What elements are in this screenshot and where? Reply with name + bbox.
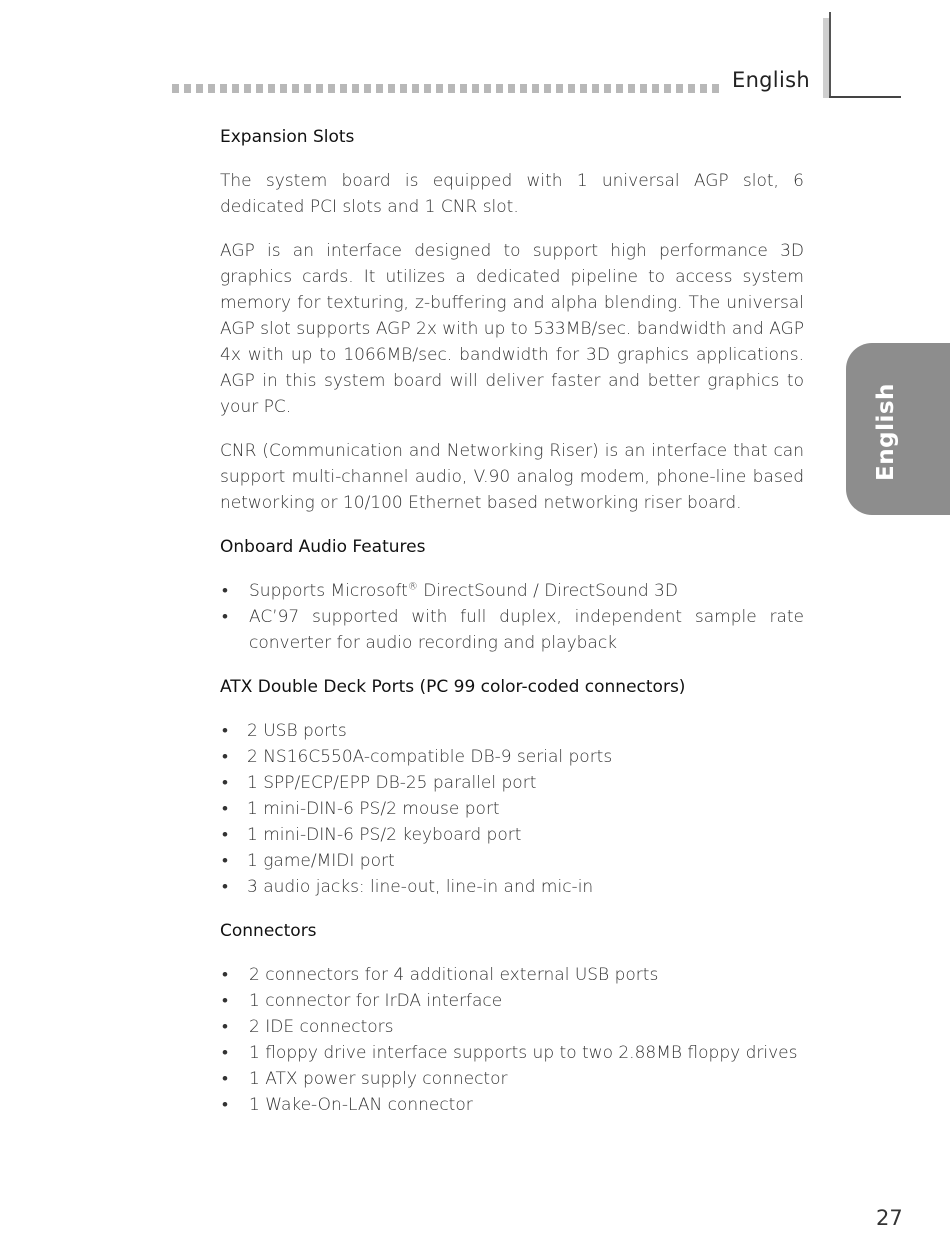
heading-expansion-slots: Expansion Slots <box>220 127 355 147</box>
list-item: • 1 SPP/ECP/EPP DB-25 parallel port <box>220 770 804 796</box>
list-item: • 1 mini-DIN-6 PS/2 keyboard port <box>220 822 804 848</box>
list-connectors <box>220 962 804 1118</box>
list-item: • 1 floppy drive interface supports up to two 2.88MB floppy drives <box>220 1040 804 1066</box>
list-item: • 3 audio jacks: line-out, line-in and mic-in <box>220 874 804 900</box>
page-number: 27 <box>876 1206 903 1230</box>
corner-mark-vertical <box>829 12 831 98</box>
registered-mark: ® <box>407 581 418 593</box>
list-item: • 1 game/MIDI port <box>220 848 804 874</box>
list-onboard-audio <box>220 578 804 656</box>
corner-mark-horizontal <box>829 96 901 98</box>
list-item: • 1 connector for IrDA interface <box>220 988 804 1014</box>
list-item: • AC’97 supported with full duplex, independent sample rate converter for audio recording and playback <box>220 604 804 656</box>
list-item: • Supports Microsoft® DirectSound / DirectSound 3D <box>220 578 804 604</box>
list-item: • 2 IDE connectors <box>220 1014 804 1040</box>
heading-connectors: Connectors <box>220 921 317 941</box>
list-item: • 1 mini-DIN-6 PS/2 mouse port <box>220 796 804 822</box>
page-content <box>220 120 804 1118</box>
list-item: • 2 connectors for 4 additional external USB ports <box>220 962 804 988</box>
paragraph-expansion-agp: AGP is an interface designed to support high performance 3D graphics cards. It utilizes a dedicated pipeline to access system memory for texturing, z-buffering and alpha blending. The universal AGP slot supports AGP 2x with up to 533MB/sec. bandwidth and AGP 4x with up to 1066MB/sec. bandwidth for 3D graphics applications. AGP in this system board will deliver faster and better graphics to your PC. <box>220 241 804 417</box>
paragraph-expansion-1: The system board is equipped with 1 universal AGP slot, 6 dedicated PCI slots and 1 CNR slot. <box>220 171 804 217</box>
header-dotted-rule <box>172 84 720 93</box>
list-item: • 2 NS16C550A-compatible DB-9 serial ports <box>220 744 804 770</box>
header-language-label: English <box>732 68 810 92</box>
list-atx-ports <box>220 718 804 900</box>
list-item: • 1 ATX power supply connector <box>220 1066 804 1092</box>
language-side-tab-label: English <box>873 383 899 481</box>
heading-onboard-audio: Onboard Audio Features <box>220 537 426 557</box>
heading-atx-ports: ATX Double Deck Ports (PC 99 color-coded connectors) <box>220 677 686 697</box>
paragraph-expansion-cnr: CNR (Communication and Networking Riser) is an interface that can support multi-channel audio, V.90 analog modem, phone-line based networking or 10/100 Ethernet based networking riser board. <box>220 441 804 513</box>
list-item: • 1 Wake-On-LAN connector <box>220 1092 804 1118</box>
list-item: • 2 USB ports <box>220 718 804 744</box>
